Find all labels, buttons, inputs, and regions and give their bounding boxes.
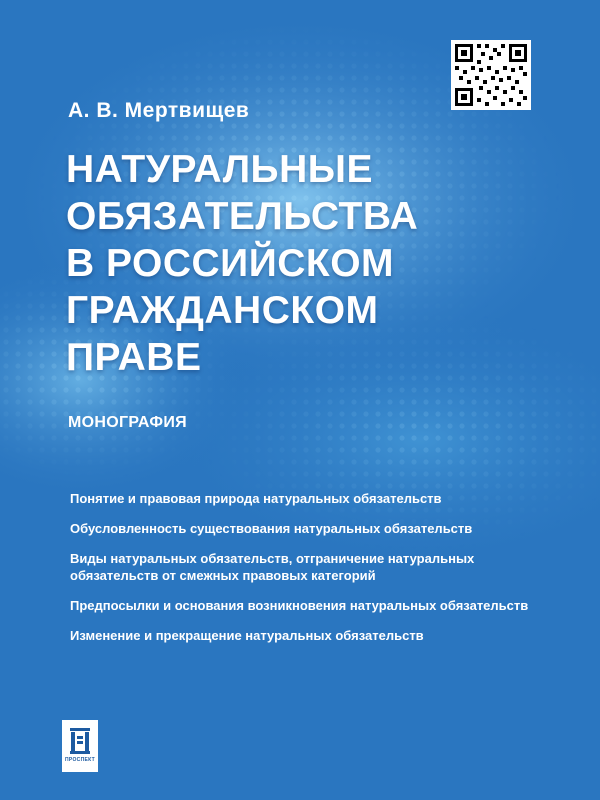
book-title [66, 146, 506, 381]
topic-item: Понятие и правовая природа натуральных обязательств [70, 491, 442, 506]
topics-list [70, 490, 540, 644]
title-line: ОБЯЗАТЕЛЬСТВА [66, 195, 419, 238]
publisher-logo [62, 720, 98, 772]
title-line: ГРАЖДАНСКОМ [66, 289, 379, 332]
book-genre: МОНОГРАФИЯ [68, 414, 187, 431]
topic-item: Обусловленность существования натуральных обязательств [70, 521, 473, 536]
prospekt-logo-icon [70, 728, 90, 754]
title-line: НАТУРАЛЬНЫЕ [66, 148, 373, 191]
title-line: ПРАВЕ [66, 336, 202, 379]
qr-code-icon [451, 40, 531, 110]
author-name: А. В. Мертвищев [68, 99, 250, 122]
topic-item: Виды натуральных обязательств, отграничение натуральных обязательств от смежных правовых категорий [70, 551, 475, 583]
topic-item: Изменение и прекращение натуральных обязательств [70, 628, 424, 643]
topic-item: Предпосылки и основания возникновения натуральных обязательств [70, 598, 529, 613]
publisher-name: ПРОСПЕКТ [65, 757, 95, 763]
title-line: В РОССИЙСКОМ [66, 242, 395, 285]
